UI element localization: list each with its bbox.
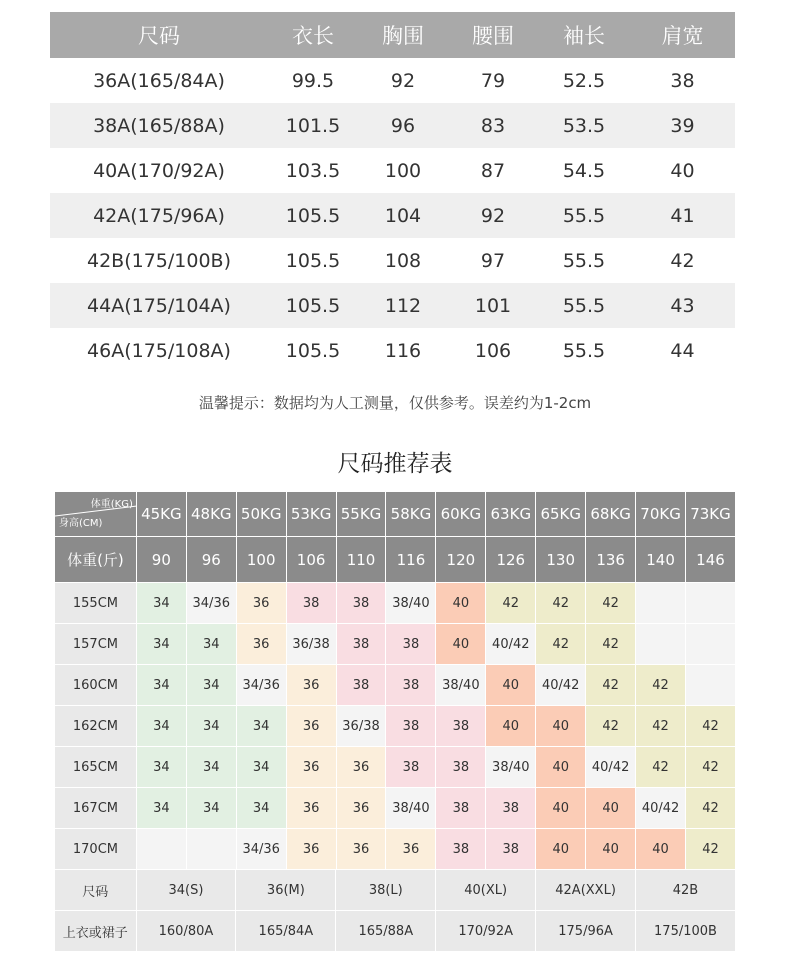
size-recommend-cell: 34 <box>137 624 187 665</box>
size-recommend-cell: 34 <box>237 788 287 829</box>
size-recommend-cell: 36 <box>287 829 337 870</box>
weight-jin-row <box>55 537 736 583</box>
footer-top-cell: 165/88A <box>336 911 436 952</box>
footer-top-cell: 175/100B <box>636 911 736 952</box>
height-label: 155CM <box>55 583 137 624</box>
size-cell: 99.5 <box>291 69 335 92</box>
size-recommend-cell: 34 <box>137 706 187 747</box>
jin-label: 体重(斤) <box>55 537 137 583</box>
size-table <box>50 12 735 373</box>
weight-jin-cell: 126 <box>486 537 536 583</box>
size-cell: 97 <box>480 249 506 272</box>
weight-kg-cell: 45KG <box>137 492 187 537</box>
weight-kg-cell: 63KG <box>486 492 536 537</box>
size-cell: 105.5 <box>285 294 341 317</box>
size-recommend-cell: 42 <box>536 624 586 665</box>
size-recommend-cell: 40 <box>436 624 486 665</box>
header-chest: 胸围 <box>382 24 424 48</box>
size-cell: 101.5 <box>285 114 341 137</box>
size-recommend-cell: 36 <box>337 747 387 788</box>
size-cell: 42 <box>670 249 695 272</box>
weight-kg-cell: 60KG <box>436 492 486 537</box>
weight-jin-cell: 130 <box>536 537 586 583</box>
size-row <box>50 193 735 238</box>
size-cell: 55.5 <box>562 339 606 362</box>
size-cell: 116 <box>384 339 422 362</box>
size-recommend-cell: 34/36 <box>187 583 237 624</box>
size-recommend-cell: 40 <box>586 829 636 870</box>
size-cell: 83 <box>480 114 506 137</box>
height-row <box>55 747 736 788</box>
size-recommend-cell: 34 <box>137 583 187 624</box>
size-recommend-cell: 40 <box>486 665 536 706</box>
size-recommend-cell: 38 <box>287 583 337 624</box>
header-length: 衣长 <box>292 24 334 48</box>
height-row <box>55 583 736 624</box>
footer-top-cell: 170/92A <box>436 911 536 952</box>
size-recommend-cell <box>686 665 736 706</box>
weight-jin-cell: 120 <box>436 537 486 583</box>
size-recommend-cell <box>636 624 686 665</box>
size-recommend-cell: 38 <box>486 788 536 829</box>
size-recommend-cell: 38 <box>337 665 387 706</box>
weight-jin-cell: 140 <box>636 537 686 583</box>
weight-kg-cell: 48KG <box>187 492 237 537</box>
size-cell: 101 <box>474 294 512 317</box>
measurement-notice: 温馨提示：数据均为人工测量，仅供参考。误差约为1-2cm <box>198 394 592 412</box>
weight-kg-cell: 70KG <box>636 492 686 537</box>
footer-top-cell: 160/80A <box>137 911 237 952</box>
size-recommend-cell: 40 <box>536 829 586 870</box>
size-row <box>50 148 735 193</box>
top-footer-row <box>55 911 736 952</box>
size-recommend-cell: 40 <box>636 829 686 870</box>
header-waist: 腰围 <box>472 24 514 48</box>
weight-jin-cell: 90 <box>137 537 187 583</box>
size-cell: 92 <box>390 69 416 92</box>
recommend-title: 尺码推荐表 <box>337 451 453 477</box>
size-cell: 39 <box>670 114 695 137</box>
size-cell: 100 <box>384 159 422 182</box>
size-recommend-cell: 34 <box>137 747 187 788</box>
size-cell: 38 <box>670 69 695 92</box>
weight-jin-cell: 116 <box>386 537 436 583</box>
size-cell: 46A(175/108A) <box>87 339 231 362</box>
size-recommend-cell: 38 <box>386 624 436 665</box>
weight-kg-cell: 50KG <box>237 492 287 537</box>
weight-kg-cell: 55KG <box>337 492 387 537</box>
size-recommend-cell: 38 <box>386 706 436 747</box>
size-cell: 105.5 <box>285 204 341 227</box>
height-label: 162CM <box>55 706 137 747</box>
size-recommend-cell: 34 <box>187 706 237 747</box>
size-recommend-cell: 40/42 <box>636 788 686 829</box>
size-cell: 54.5 <box>562 159 606 182</box>
height-row <box>55 788 736 829</box>
size-recommend-cell: 36 <box>287 665 337 706</box>
size-recommend-cell <box>137 829 187 870</box>
height-label: 157CM <box>55 624 137 665</box>
size-cell: 42A(175/96A) <box>93 204 225 227</box>
size-recommend-cell: 34 <box>187 747 237 788</box>
size-cell: 52.5 <box>562 69 606 92</box>
size-recommend-cell: 38 <box>436 747 486 788</box>
size-recommend-cell: 38/40 <box>436 665 486 706</box>
size-cell: 36A(165/84A) <box>93 69 225 92</box>
size-recommend-cell: 34 <box>237 706 287 747</box>
size-cell: 38A(165/88A) <box>93 114 225 137</box>
size-cell: 44 <box>670 339 695 362</box>
size-cell: 55.5 <box>562 294 606 317</box>
size-recommend-cell: 42 <box>586 583 636 624</box>
size-recommend-cell: 42 <box>536 583 586 624</box>
size-recommend-cell: 38/40 <box>386 788 436 829</box>
footer-size-cell: 40(XL) <box>436 870 536 911</box>
size-recommend-cell: 38/40 <box>386 583 436 624</box>
size-table-header <box>50 12 735 58</box>
recommend-table <box>55 492 736 952</box>
size-recommend-cell: 36 <box>287 788 337 829</box>
size-cell: 87 <box>480 159 506 182</box>
corner-weight-label: 体重(KG) <box>90 499 133 510</box>
size-recommend-cell: 36 <box>386 829 436 870</box>
size-row <box>50 328 735 373</box>
weight-jin-cell: 106 <box>287 537 337 583</box>
size-cell: 55.5 <box>562 249 606 272</box>
weight-kg-cell: 68KG <box>586 492 636 537</box>
weight-kg-cell: 58KG <box>386 492 436 537</box>
size-recommend-cell: 42 <box>636 706 686 747</box>
recommend-body <box>55 583 736 870</box>
size-recommend-cell: 38 <box>486 829 536 870</box>
size-recommend-cell: 38 <box>386 665 436 706</box>
corner-height-label: 身高(CM) <box>59 518 103 529</box>
size-row <box>50 58 735 103</box>
size-recommend-cell: 42 <box>586 706 636 747</box>
size-cell: 40 <box>670 159 695 182</box>
size-recommend-cell: 40 <box>536 788 586 829</box>
height-label: 165CM <box>55 747 137 788</box>
size-recommend-cell: 36/38 <box>337 706 387 747</box>
weight-kg-cell: 53KG <box>287 492 337 537</box>
size-cell: 92 <box>480 204 506 227</box>
size-cell: 43 <box>670 294 695 317</box>
size-recommend-cell: 36 <box>337 788 387 829</box>
footer-top-cell: 175/96A <box>536 911 636 952</box>
size-recommend-cell: 38 <box>337 624 387 665</box>
footer-top-label: 上衣或裙子 <box>55 911 137 952</box>
size-recommend-cell: 34 <box>187 665 237 706</box>
header-shoulder: 肩宽 <box>661 24 704 48</box>
height-row <box>55 706 736 747</box>
size-recommend-cell: 34 <box>237 747 287 788</box>
size-recommend-cell: 34 <box>187 624 237 665</box>
size-recommend-cell: 34 <box>137 665 187 706</box>
weight-jin-cell: 96 <box>187 537 237 583</box>
size-recommend-cell: 42 <box>586 624 636 665</box>
size-row <box>50 103 735 148</box>
size-cell: 40A(170/92A) <box>93 159 225 182</box>
size-cell: 42B(175/100B) <box>86 249 231 272</box>
size-recommend-cell: 40 <box>586 788 636 829</box>
size-recommend-cell: 40 <box>436 583 486 624</box>
size-recommend-cell: 38/40 <box>486 747 536 788</box>
size-recommend-cell: 40/42 <box>536 665 586 706</box>
size-row <box>50 283 735 328</box>
size-cell: 55.5 <box>562 204 606 227</box>
size-cell: 41 <box>670 204 695 227</box>
size-recommend-cell: 36 <box>287 747 337 788</box>
weight-kg-cell: 65KG <box>536 492 586 537</box>
size-recommend-cell: 38 <box>436 829 486 870</box>
size-recommend-cell: 42 <box>686 788 736 829</box>
footer-size-cell: 38(L) <box>336 870 436 911</box>
size-recommend-cell: 40/42 <box>586 747 636 788</box>
size-recommend-cell: 34/36 <box>237 665 287 706</box>
weight-jin-cell: 146 <box>686 537 736 583</box>
size-recommend-cell: 38 <box>436 788 486 829</box>
size-recommend-cell: 40 <box>536 706 586 747</box>
header-size: 尺码 <box>138 24 180 48</box>
size-row <box>50 238 735 283</box>
size-recommend-cell: 38 <box>436 706 486 747</box>
size-recommend-cell: 34/36 <box>237 829 287 870</box>
size-cell: 104 <box>384 204 422 227</box>
size-recommend-cell: 42 <box>486 583 536 624</box>
weight-jin-cell: 100 <box>237 537 287 583</box>
size-recommend-cell: 38 <box>337 583 387 624</box>
size-recommend-cell: 42 <box>686 747 736 788</box>
weight-jin-cell: 110 <box>337 537 387 583</box>
size-recommend-cell: 36 <box>287 706 337 747</box>
height-row <box>55 829 736 870</box>
size-recommend-cell: 36 <box>337 829 387 870</box>
size-recommend-cell: 34 <box>187 788 237 829</box>
size-cell: 96 <box>390 114 416 137</box>
height-row <box>55 665 736 706</box>
size-table-body <box>50 58 735 373</box>
size-recommend-cell: 42 <box>636 747 686 788</box>
size-recommend-cell <box>686 583 736 624</box>
height-label: 160CM <box>55 665 137 706</box>
size-cell: 105.5 <box>285 339 341 362</box>
corner-header <box>55 492 137 537</box>
weight-jin-cell: 136 <box>586 537 636 583</box>
footer-size-cell: 42B <box>636 870 736 911</box>
size-footer-row <box>55 870 736 911</box>
size-cell: 108 <box>384 249 422 272</box>
weight-kg-row <box>55 492 736 537</box>
size-recommend-cell: 40 <box>536 747 586 788</box>
height-label: 167CM <box>55 788 137 829</box>
size-cell: 53.5 <box>562 114 606 137</box>
size-recommend-cell: 36 <box>237 624 287 665</box>
height-row <box>55 624 736 665</box>
size-recommend-cell: 42 <box>686 706 736 747</box>
size-recommend-cell: 40 <box>486 706 536 747</box>
size-recommend-cell <box>686 624 736 665</box>
size-cell: 79 <box>480 69 506 92</box>
footer-size-label: 尺码 <box>55 870 137 911</box>
size-recommend-cell <box>187 829 237 870</box>
weight-kg-cell: 73KG <box>686 492 736 537</box>
footer-size-cell: 42A(XXL) <box>536 870 636 911</box>
size-recommend-cell: 36/38 <box>287 624 337 665</box>
size-cell: 44A(175/104A) <box>87 294 231 317</box>
size-cell: 106 <box>474 339 512 362</box>
footer-size-cell: 34(S) <box>137 870 237 911</box>
footer-top-cell: 165/84A <box>236 911 336 952</box>
size-recommend-cell: 38 <box>386 747 436 788</box>
size-recommend-cell: 40/42 <box>486 624 536 665</box>
header-sleeve: 袖长 <box>563 24 605 48</box>
size-recommend-cell <box>636 583 686 624</box>
size-recommend-cell: 42 <box>636 665 686 706</box>
footer-size-cell: 36(M) <box>236 870 336 911</box>
size-cell: 112 <box>384 294 422 317</box>
size-cell: 105.5 <box>285 249 341 272</box>
height-label: 170CM <box>55 829 137 870</box>
size-recommend-cell: 42 <box>586 665 636 706</box>
size-recommend-cell: 42 <box>686 829 736 870</box>
size-recommend-cell: 36 <box>237 583 287 624</box>
size-recommend-cell: 34 <box>137 788 187 829</box>
size-cell: 103.5 <box>285 159 341 182</box>
